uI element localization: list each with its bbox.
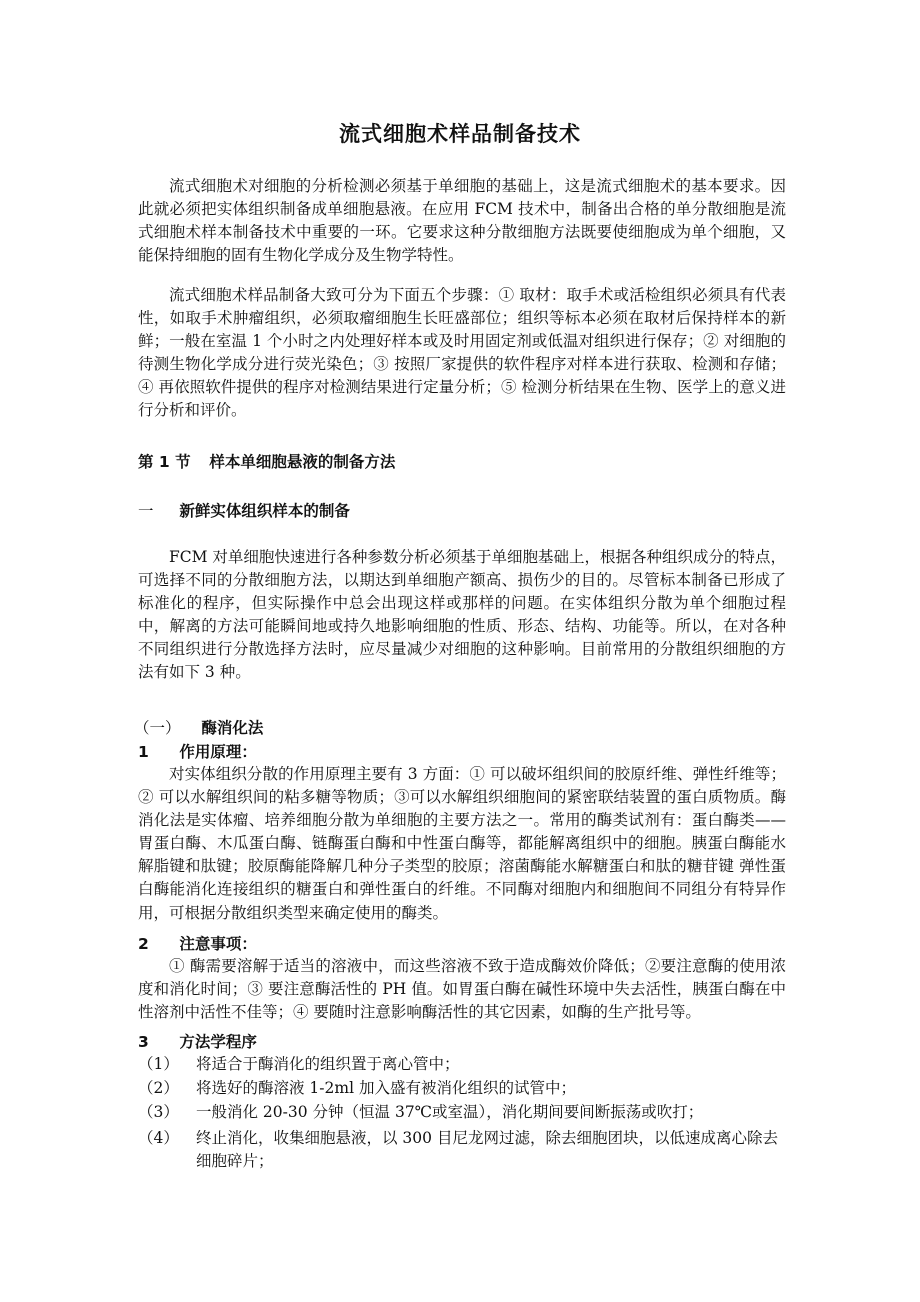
item-1-title: 作用原理： (179, 743, 257, 761)
step-text: 将适合于酶消化的组织置于离心管中； (196, 1055, 460, 1073)
sub-heading-title: 新鲜实体组织样本的制备 (179, 502, 350, 520)
method-heading (134, 716, 263, 738)
step-text: 终止消化，收集细胞悬液，以 300 目尼龙网过滤，除去细胞团块，以低速成离心除去细胞碎片； (196, 1129, 778, 1171)
item-3-title: 方法学程序 (179, 1033, 257, 1051)
step-item (138, 1127, 788, 1173)
item-2-paragraph: ① 酶需要溶解于适当的溶液中，而这些溶液不致于造成酶效价降低；②要注意酶的使用浓度和消化时间；③ 要注意酶活性的 PH 值。如胃蛋白酶在碱性环境中失去活性，胰蛋白酶在中性溶剂中活性不佳等；④ 要随时注意影响酶活性的其它因素，如酶的生产批号等。 (138, 957, 786, 1022)
item-2-title: 注意事项： (179, 935, 257, 953)
document-title: 流式细胞术样品制备技术 (339, 122, 581, 146)
intro-paragraph-1: 流式细胞术对细胞的分析检测必须基于单细胞的基础上，这是流式细胞术的基本要求。因此就必须把实体组织制备成单细胞悬液。在应用 FCM 技术中，制备出合格的单分散细胞是流式细胞术样本制备技术中重要的一环。它要求这种分散细胞方法既要使细胞成为单个细胞，又能保持细胞的固有生物化学成分及生物学特性。 (138, 177, 786, 265)
item-1-paragraph: 对实体组织分散的作用原理主要有 3 方面：① 可以破坏组织间的胶原纤维、弹性纤维等；② 可以水解组织间的粘多糖等物质；③可以水解组织细胞间的紧密联结装置的蛋白质物质。酶消化法是实体瘤、培养细胞分散为单细胞的主要方法之一。常用的酶类试剂有：蛋白酶类——胃蛋白酶、木瓜蛋白酶、链酶蛋白酶和中性蛋白酶等，都能解离组织中的细胞。胰蛋白酶能水解脂键和肽键；胶原酶能降解几种分子类型的胶原；溶菌酶能水解糖蛋白和肽的糖苷键 弹性蛋白酶能消化连接组织的糖蛋白和弹性蛋白的纤维。不同酶对细胞内和细胞间不同组分有特异作用，可根据分散组织类型来确定使用的酶类。 (138, 765, 786, 922)
sub-heading-number: 一 (138, 502, 154, 520)
method-number: （一） (134, 719, 181, 737)
step-text: 将选好的酶溶液 1-2ml 加入盛有被消化组织的试管中； (196, 1079, 576, 1097)
step-number: （2） (138, 1079, 179, 1097)
step-number: （3） (138, 1103, 179, 1121)
step-number: （1） (138, 1055, 179, 1073)
method-title: 酶消化法 (201, 719, 264, 737)
section-heading (138, 450, 395, 472)
step-text: 一般消化 20-30 分钟（恒温 37℃或室温），消化期间要间断振荡或吹打； (196, 1103, 704, 1121)
sub-paragraph: FCM 对单细胞快速进行各种参数分析必须基于单细胞基础上，根据各种组织成分的特点，可选择不同的分散细胞方法，以期达到单细胞产额高、损伤少的目的。尽管标本制备已形成了标准化的程序，但实际操作中总会出现这样或那样的问题。在实体组织分散为单个细胞过程中，解离的方法可能瞬间地或持久地影响细胞的性质、形态、结构、功能等。所以，在对各种不同组织进行分散选择方法时，应尽量减少对细胞的这种影响。目前常用的分散组织细胞的方法有如下 3 种。 (138, 548, 786, 682)
step-item (138, 1101, 788, 1124)
intro-paragraph-2: 流式细胞术样品制备大致可分为下面五个步骤：① 取材：取手术或活检组织必须具有代表性，如取手术肿瘤组织，必须取瘤细胞生长旺盛部位；组织等标本必须在取材后保持样本的新鲜；一般在室温 1 个小时之内处理好样本或及时用固定剂或低温对组织进行保存；② 对细胞的待测生物化学成分进行荧光染色；③ 按照厂家提供的软件程序对样本进行获取、检测和存储；④ 再依照软件提供的程序对检测结果进行定量分析；⑤ 检测分析结果在生物、医学上的意义进行分析和评价。 (138, 286, 786, 420)
item-2-number: 2 (138, 935, 149, 953)
item-3-number: 3 (138, 1033, 149, 1051)
item-3-heading (138, 1030, 257, 1052)
step-item (138, 1053, 788, 1076)
item-1-heading (138, 740, 257, 762)
section-title: 样本单细胞悬液的制备方法 (209, 453, 396, 471)
step-number: （4） (138, 1129, 179, 1147)
item-2-heading (138, 932, 257, 954)
section-number: 第 1 节 (138, 453, 191, 471)
step-item (138, 1077, 788, 1100)
sub-heading (138, 499, 350, 521)
item-1-number: 1 (138, 743, 149, 761)
